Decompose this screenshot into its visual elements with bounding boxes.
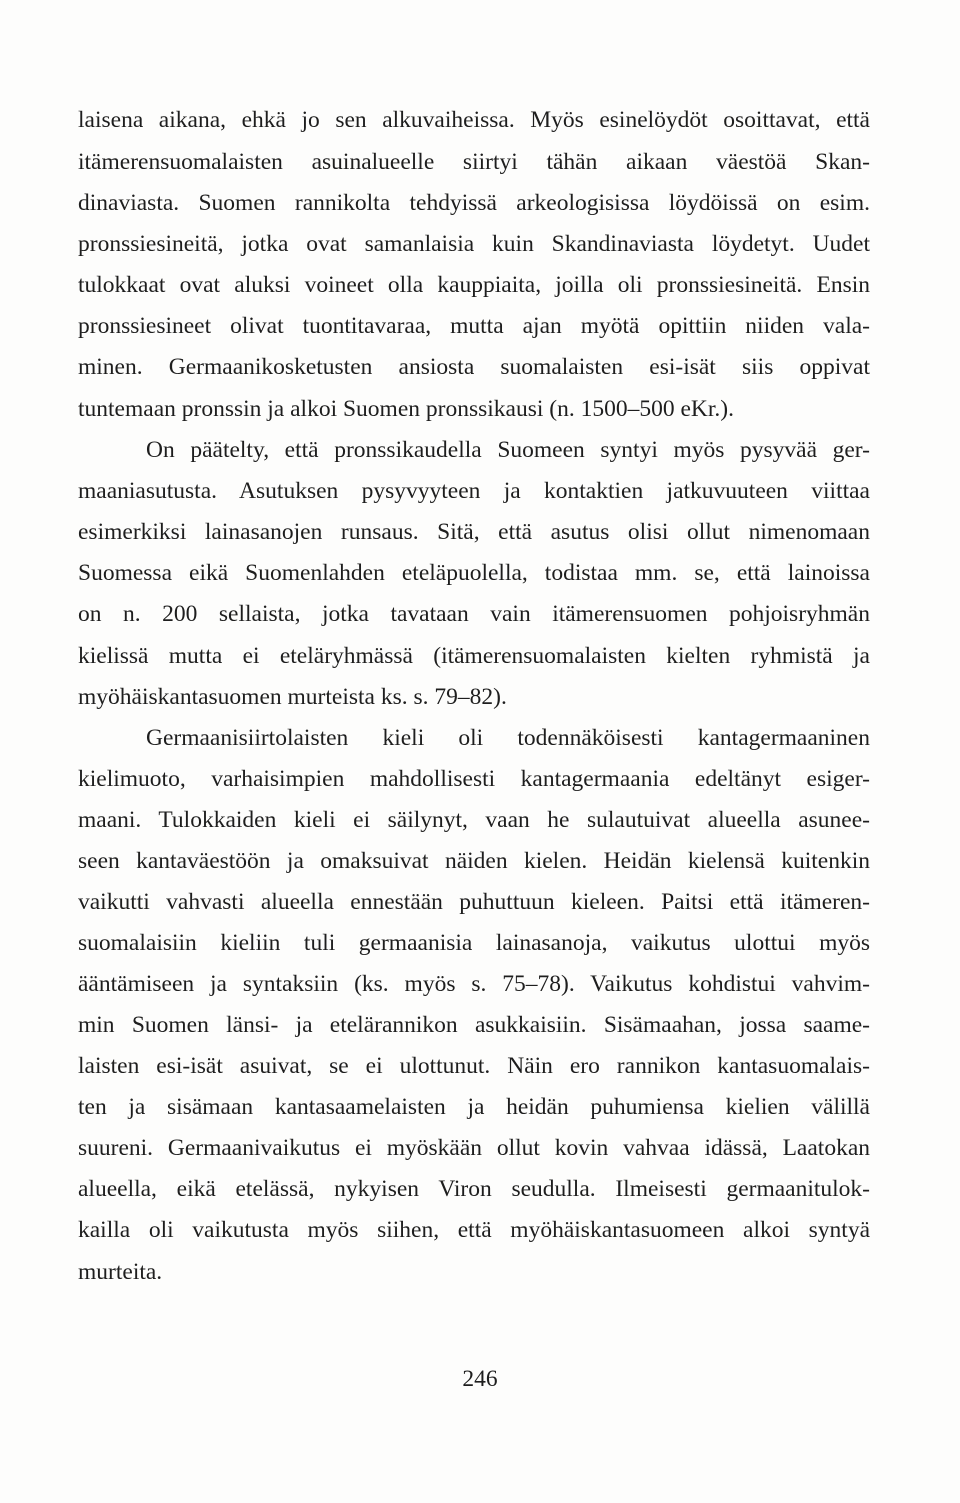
text-line: seen kantaväestöön ja omaksuivat näiden kielen. Heidän kielensä kuitenkin: [78, 848, 870, 874]
text-line: kielissä mutta ei eteläryhmässä (itämerensuomalaisten kielten ryhmistä ja: [78, 643, 870, 669]
text-line: ääntämiseen ja syntaksiin (ks. myös s. 75–78). Vaikutus kohdistui vahvim-: [78, 971, 870, 997]
text-line: Germaanisiirtolaisten kieli oli todennäköisesti kantagermaaninen: [146, 725, 870, 751]
text-line: tuntemaan pronssin ja alkoi Suomen pronssikausi (n. 1500–500 eKr.).: [78, 396, 734, 422]
text-line: vaikutti vahvasti alueella ennestään puhuttuun kieleen. Paitsi että itämeren-: [78, 889, 870, 915]
text-line: min Suomen länsi- ja etelärannikon asukkaisiin. Sisämaahan, jossa saame-: [78, 1012, 870, 1038]
text-line: on n. 200 sellaista, jotka tavataan vain itämerensuomen pohjoisryhmän: [78, 601, 870, 627]
text-line: alueella, eikä etelässä, nykyisen Viron seudulla. Ilmeisesti germaanitulok-: [78, 1176, 870, 1202]
text-line: Suomessa eikä Suomenlahden eteläpuolella, todistaa mm. se, että lainoissa: [78, 560, 870, 586]
text-line: kielimuoto, varhaisimpien mahdollisesti kantagermaania edeltänyt esiger-: [78, 766, 870, 792]
text-line: suomalaisiin kieliin tuli germaanisia lainasanoja, vaikutus ulottui myös: [78, 930, 870, 956]
text-line: murteita.: [78, 1259, 163, 1285]
text-line: dinaviasta. Suomen rannikolta tehdyissä arkeologisissa löydöissä on esim.: [78, 190, 870, 216]
text-line: On päätelty, että pronssikaudella Suomeen syntyi myös pysyvää ger-: [146, 437, 870, 463]
text-line: tulokkaat ovat aluksi voineet olla kauppiaita, joilla oli pronssiesineitä. Ensin: [78, 272, 870, 298]
text-line: itämerensuomalaisten asuinalueelle siirtyi tähän aikaan väestöä Skan-: [78, 149, 870, 175]
text-line: ten ja sisämaan kantasaamelaisten ja heidän puhumiensa kielien välillä: [78, 1094, 870, 1120]
text-line: pronssiesineitä, jotka ovat samanlaisia kuin Skandinaviasta löydetyt. Uudet: [78, 231, 870, 257]
text-line: maaniasutusta. Asutuksen pysyvyyteen ja kontaktien jatkuvuuteen viittaa: [78, 478, 870, 504]
text-line: pronssiesineet olivat tuontitavaraa, mutta ajan myötä opittiin niiden vala-: [78, 313, 870, 339]
text-line: esimerkiksi lainasanojen runsaus. Sitä, että asutus olisi ollut nimenomaan: [78, 519, 870, 545]
text-line: maani. Tulokkaiden kieli ei säilynyt, vaan he sulautuivat alueella asunee-: [78, 807, 870, 833]
text-line: suureni. Germaanivaikutus ei myöskään ollut kovin vahvaa idässä, Laatokan: [78, 1135, 870, 1161]
page-number: 246: [462, 1366, 498, 1392]
text-line: minen. Germaanikosketusten ansiosta suomalaisten esi-isät siis oppivat: [78, 354, 870, 380]
text-line: kailla oli vaikutusta myös siihen, että myöhäiskantasuomeen alkoi syntyä: [78, 1217, 870, 1243]
text-line: myöhäiskantasuomen murteista ks. s. 79–82).: [78, 684, 507, 710]
text-line: laisena aikana, ehkä jo sen alkuvaiheissa. Myös esinelöydöt osoittavat, että: [78, 107, 870, 133]
text-line: laisten esi-isät asuivat, se ei ulottunut. Näin ero rannikon kantasuomalais-: [78, 1053, 870, 1079]
